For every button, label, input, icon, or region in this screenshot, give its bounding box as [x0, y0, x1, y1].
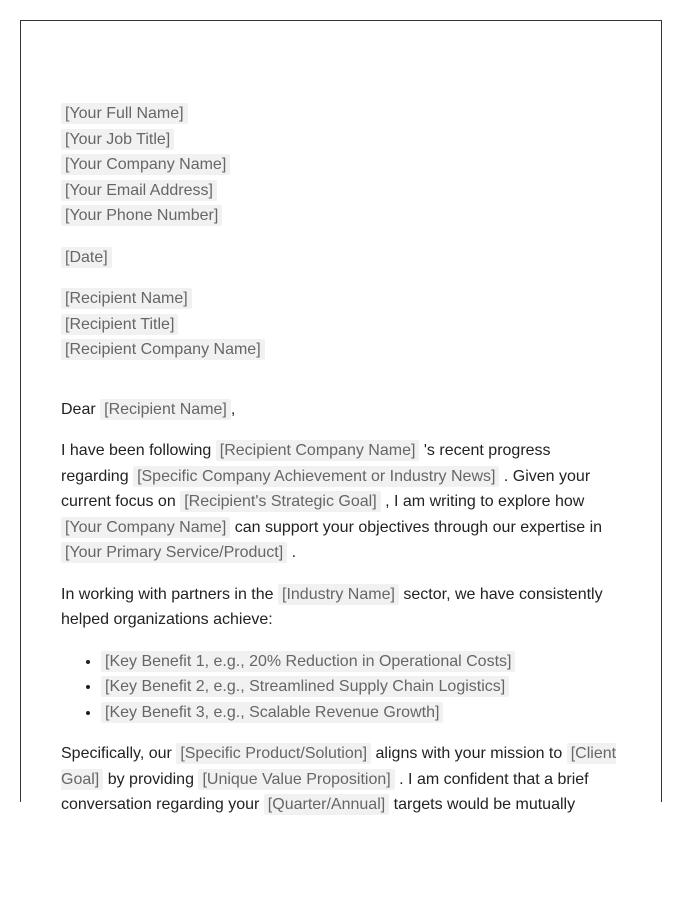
- paragraph-specifics: [61, 741, 621, 818]
- p1-text-5: can support your objectives through our expertise in: [234, 518, 603, 536]
- letter-date: [Date]: [61, 247, 112, 268]
- paragraph-intro: [61, 438, 621, 566]
- benefit-1: [Key Benefit 1, e.g., 20% Reduction in Operational Costs]: [101, 651, 515, 672]
- p3-client-goal: [Client Goal]: [61, 745, 617, 788]
- greeting-recipient-name: [Recipient Name]: [100, 399, 231, 420]
- p2-text-2: sector, we have consistently helped organizations achieve:: [61, 585, 603, 628]
- p3-product: [Specific Product/Solution]: [176, 743, 371, 764]
- p2-industry: [Industry Name]: [278, 584, 399, 605]
- list-item: [101, 674, 621, 700]
- sender-block: [61, 101, 621, 229]
- paragraph-industry: [61, 582, 621, 633]
- p2-text-1: In working with partners in the: [61, 585, 274, 603]
- p3-period: [Quarter/Annual]: [264, 794, 389, 815]
- p1-recipient-company: [Recipient Company Name]: [216, 440, 420, 461]
- recipient-block: [61, 286, 621, 363]
- recipient-name: [Recipient Name]: [61, 288, 192, 309]
- p3-text-4: . I am confident that a brief conversation regarding your: [61, 770, 589, 813]
- recipient-company: [Recipient Company Name]: [61, 339, 265, 360]
- p1-strategic-goal: [Recipient's Strategic Goal]: [180, 491, 380, 512]
- p1-text-6: .: [291, 544, 297, 561]
- p3-text-5: targets would be mutually: [393, 796, 576, 813]
- list-item: [101, 649, 621, 675]
- greeting: [61, 397, 621, 423]
- p3-text-2: aligns with your mission to: [375, 745, 563, 762]
- p1-text-1: I have been following: [61, 442, 212, 459]
- p3-uvp: [Unique Value Proposition]: [198, 769, 394, 790]
- p1-your-company: [Your Company Name]: [61, 517, 230, 538]
- benefit-3: [Key Benefit 3, e.g., Scalable Revenue Growth]: [101, 702, 443, 723]
- letter-content: [61, 101, 621, 834]
- salutation: Dear: [61, 400, 96, 418]
- sender-job-title: [Your Job Title]: [61, 129, 174, 150]
- benefit-2: [Key Benefit 2, e.g., Streamlined Supply Chain Logistics]: [101, 676, 509, 697]
- p3-text-3: by providing: [107, 770, 194, 788]
- sender-full-name: [Your Full Name]: [61, 103, 188, 124]
- greeting-punct: ,: [230, 400, 236, 418]
- sender-company: [Your Company Name]: [61, 154, 230, 175]
- list-item: [101, 700, 621, 726]
- benefits-list: [61, 649, 621, 726]
- date-block: [61, 245, 621, 271]
- recipient-title: [Recipient Title]: [61, 314, 178, 335]
- p3-text-1: Specifically, our: [61, 745, 172, 762]
- p1-text-3: . Given your current focus on: [61, 467, 591, 510]
- p1-text-4: , I am writing to explore how: [385, 493, 585, 510]
- sender-phone: [Your Phone Number]: [61, 205, 222, 226]
- sender-email: [Your Email Address]: [61, 180, 217, 201]
- letter-page: [20, 20, 662, 813]
- p1-service: [Your Primary Service/Product]: [61, 542, 287, 563]
- p1-achievement: [Specific Company Achievement or Industry News]: [133, 466, 499, 487]
- p1-text-2: 's recent progress regarding: [61, 442, 551, 485]
